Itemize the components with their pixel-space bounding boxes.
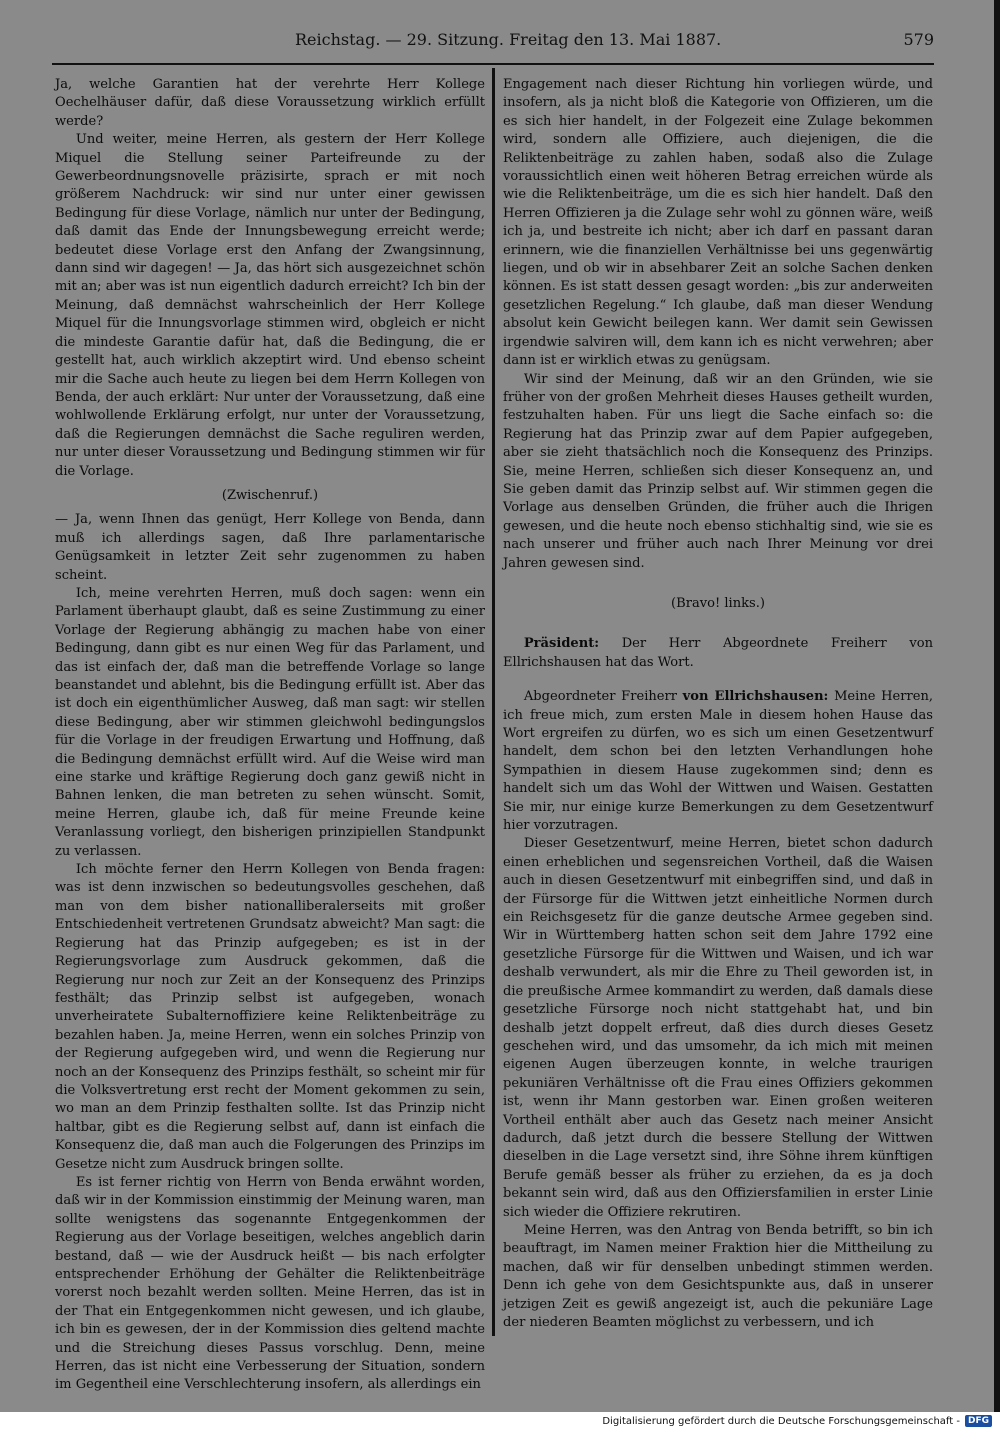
paragraph: Ja, welche Garantien hat der verehrte Herr Kollege Oechelhäuser dafür, daß diese Voraussetzung wirklich erfüllt werde? <box>55 77 485 129</box>
paragraph: Engagement nach dieser Richtung hin vorliegen würde, und insofern, als ja nicht bloß die Kategorie von Offizieren, um die es sich hier handelt, in der Folgezeit eine Zulage bekommen wird, sondern alle Offiziere, auch diejenigen, die die Reliktenbeiträge zu zahlen haben, sodaß also die Zulage voraussichtlich einen weit höheren Betrag erreichen würde als wie die Reliktenbeiträge, um die es sich hier handelt. Daß den Herren Offizieren ja die Zulage sehr wohl zu gönnen wäre, weiß ich ja, und bestreite ich nicht; aber ich darf en passant daran erinnern, wie die finanziellen Verhältnisse bei uns gegenwärtig liegen, und ob wir in absehbarer Zeit an solche Sachen denken können. Es ist statt dessen gesagt worden: „bis zur anderweiten gesetzlichen Regelung.“ Ich glaube, daß man dieser Wendung absolut kein Gewicht beilegen kann. Wer damit sein Gewissen irgendwie salviren will, dem kann ich es nicht verwehren; aber dann ist er wirklich etwas zu genügsam. <box>503 77 933 369</box>
paragraph: Meine Herren, was den Antrag von Benda betrifft, so bin ich beauftragt, im Namen meiner Fraktion hier die Mittheilung zu machen, daß wir für denselben unbedingt stimmen werden. Denn ich gehe von dem Gesichtspunkte aus, daß in unserer jetzigen Zeit es gewiß angezeigt ist, auch die pekuniäre Lage der niederen Beamten möglichst zu verbessern, und ich <box>503 1222 933 1330</box>
spacer <box>503 619 933 635</box>
dfg-logo: DFG <box>965 1415 992 1427</box>
paragraph: — Ja, wenn Ihnen das genügt, Herr Kollege von Benda, dann muß ich allerdings sagen, daß Ihre parlamentarische Genügsamkeit in letzter Zeit sehr zugenommen zu haben scheint. <box>55 512 485 583</box>
paragraph: Wir sind der Meinung, daß wir an den Gründen, wie sie früher von der großen Mehrheit dieses Hauses getheilt wurden, festzuhalten haben. Für uns liegt die Sache einfach so: die Regierung hat das Prinzip zwar auf dem Papier aufgegeben, aber sie zieht thatsächlich noch die Konsequenz des Prinzips. Sie, meine Herren, schließen sich dieser Konsequenz an, und Sie geben damit das Prinzip selbst auf. Wir stimmen gegen die Vorlage aus denselben Gründen, die früher auch die Ihrigen gewesen, und die heute noch ebenso stichhaltig sind, wie sie es nach unserer und früher auch nach Ihrer Meinung vor drei Jahren gewesen sind. <box>503 371 933 571</box>
speaker-paragraph <box>503 688 933 835</box>
speaker-paragraph <box>503 635 933 672</box>
paragraph: Ich möchte ferner den Herrn Kollegen von Benda fragen: was ist denn inzwischen so bedeutungsvolles geschehen, daß man von dem bisher nationalliberalerseits mit großer Entschiedenheit vertretenen Grundsatz abweicht? Man sagt: die Regierung hat das Prinzip aufgegeben; es ist in der Regierungsvorlage zum Ausdruck gekommen, daß die Regierung nur noch zur Zeit an der Konsequenz des Prinzips festhält; das Prinzip selbst ist aufgegeben, wonach unverheiratete Subalternoffiziere keine Reliktenbeiträge zu bezahlen haben. Ja, meine Herren, wenn ein solches Prinzip von der Regierung aufgegeben wird, und wenn die Regierung nur noch an der Konsequenz des Prinzips festhält, so scheint mir für die Volksvertretung erst recht der Moment gekommen zu sein, wo man an dem Prinzip festhalten sollte. Ist das Prinzip nicht haltbar, gibt es die Regierung selbst auf, dann ist einfach die Konsequenz die, daß man auch die Folgerungen des Prinzips im Gesetze nicht zum Ausdruck bringen sollte. <box>55 862 485 1172</box>
footer <box>0 1412 1000 1432</box>
paragraph: Dieser Gesetzentwurf, meine Herren, bietet schon dadurch einen erheblichen und segensreichen Vortheil, daß die Waisen auch in diesen Gesetzentwurf mit einbegriffen sind, und daß in der Fürsorge für die Wittwen jetzt einheitliche Normen durch ein Reichsgesetz für die ganze deutsche Armee gegeben sind. Wir in Württemberg hatten schon seit dem Jahre 1792 eine gesetzliche Fürsorge für die Wittwen und Waisen, und ich war deshalb verwundert, als mir die Ehre zu Theil geworden ist, in die preußische Armee kommandirt zu werden, daß damals diese gesetzliche Fürsorge noch nicht stattgehabt hat, und bin deshalb jetzt doppelt erfreut, daß dies durch dieses Gesetz geschehen wird, und das umsomehr, da ich mich mit meinen eigenen Augen überzeugen konnte, in welche traurigen pekuniären Verhältnisse oft die Frau eines Offiziers gekommen ist, wenn ihr Mann gestorben war. Einen großen weiteren Vortheil enthält aber auch das Gesetz nach meiner Ansicht dadurch, daß jetzt durch die bessere Stellung der Wittwen dieselben in die Lage versetzt sind, ihre Söhne ihrem künftigen Berufe gemäß besser als früher zu erziehen, da es ja doch bekannt sein wird, daß aus den Offiziersfamilien in erster Linie sich wieder die Offiziere rekrutiren. <box>503 836 933 1220</box>
speaker-name: Präsident: <box>523 636 600 652</box>
speaker-name: von Ellrichshausen: <box>682 689 829 705</box>
spacer <box>503 672 933 688</box>
right-column <box>503 76 933 1332</box>
interjection: (Zwischenruf.) <box>221 487 319 503</box>
column-divider <box>492 68 495 1336</box>
header-rule <box>52 63 934 65</box>
speaker-title: Abgeordneter Freiherr <box>523 689 683 705</box>
speech-text: Der Herr Abgeordnete Freiherr von Ellrichshausen hat das Wort. <box>503 636 933 670</box>
funding-note: Digitalisierung gefördert durch die Deutsche Forschungsgemeinschaft - <box>602 1416 960 1427</box>
page-header <box>55 30 934 54</box>
running-head: Reichstag. — 29. Sitzung. Freitag den 13. Mai 1887. <box>295 30 722 49</box>
page-number: 579 <box>903 30 934 49</box>
interjection: (Bravo! links.) <box>671 595 765 611</box>
speech-text: Meine Herren, ich freue mich, zum ersten Male in diesem hohen Hause das Wort ergreifen zu dürfen, wo es sich um einen Gesetzentwurf handelt, dem schon bei den letzten Verhandlungen hohe Sympathien in diesem Hause zugekommen sind; denn es handelt sich um das Wohl der Wittwen und Waisen. Gestatten Sie mir, nur einige kurze Bemerkungen zu dem Gesetzentwurf hier vorzutragen. <box>503 689 933 834</box>
left-column <box>55 76 485 1395</box>
paragraph: Es ist ferner richtig von Herrn von Benda erwähnt worden, daß wir in der Kommission einstimmig der Meinung waren, man sollte wenigstens das sogenannte Entgegenkommen der Regierung aus der Vorlage beseitigen, welches angeblich darin bestand, daß — wie der Ausdruck heißt — bis nach erfolgter entsprechender Erhöhung der Gehälter die Reliktenbeiträge vorerst noch bezahlt werden sollten. Meine Herren, das ist in der That ein Entgegenkommen nicht gewesen, und ich glaube, ich bin es gewesen, der in der Kommission dies geltend machte und die Streichung dieses Passus vorschlug. Denn, meine Herren, das ist nicht eine Verbesserung der Situation, sondern im Gegentheil eine Verschlechterung insofern, als allerdings ein <box>55 1174 485 1393</box>
paragraph: Und weiter, meine Herren, als gestern der Herr Kollege Miquel die Stellung seiner Parteifreunde zu der Gewerbeordnungsnovelle präzisirte, sprach er mit noch größerem Nachdruck: wir sind nur unter einer gewissen Bedingung für diese Vorlage, nämlich nur unter der Bedingung, daß damit das Ende der Innungsbewegung erreicht werde; bedeutet diese Vorlage erst den Anfang der Zwangsinnung, dann sind wir dagegen! — Ja, das hört sich ausgezeichnet schön mit an; aber was ist nun eigentlich dadurch erreicht? Ich bin der Meinung, daß demnächst wahrscheinlich der Herr Kollege Miquel für die Innungsvorlage stimmen wird, obgleich er nicht die mindeste Garantie dafür hat, daß die Bedingung, die er gestellt hat, auch wirklich akzeptirt wird. Und ebenso scheint mir die Sache auch heute zu liegen bei dem Herrn Kollegen von Benda, der auch erklärt: Nur unter der Voraussetzung, daß eine wohlwollende Erklärung erfolgt, nur unter der Voraussetzung, daß die Regierungen demnächst die Sache reguliren werden, nur unter dieser Voraussetzung und Bedingung stimmen wir für die Vorlage. <box>55 132 485 479</box>
spacer <box>503 573 933 589</box>
paragraph: Ich, meine verehrten Herren, muß doch sagen: wenn ein Parlament überhaupt glaubt, daß es seine Zustimmung zu einer Vorlage der Regierung abhängig zu machen habe von einer Bedingung, dann gibt es nur einen Weg für das Parlament, und das ist einfach der, daß man die betreffende Vorlage so lange beanstandet und ablehnt, bis die Bedingung erfüllt ist. Aber das ist doch ein eigenthümlicher Ausweg, daß man sagt: wir stellen diese Bedingung, aber wir stimmen gleichwohl bedingungslos für die Vorlage in der freudigen Erwartung und Hoffnung, daß die Bedingung demnächst erfüllt wird. Auf die Weise wird man eine starke und kräftige Regierung doch ganz gewiß nicht in Bahnen lenken, die man betreten zu sehen wünscht. Somit, meine Herren, glaube ich, daß für meine Freunde keine Veranlassung vorliegt, den bisherigen prinzipiellen Standpunkt zu verlassen. <box>55 585 485 859</box>
